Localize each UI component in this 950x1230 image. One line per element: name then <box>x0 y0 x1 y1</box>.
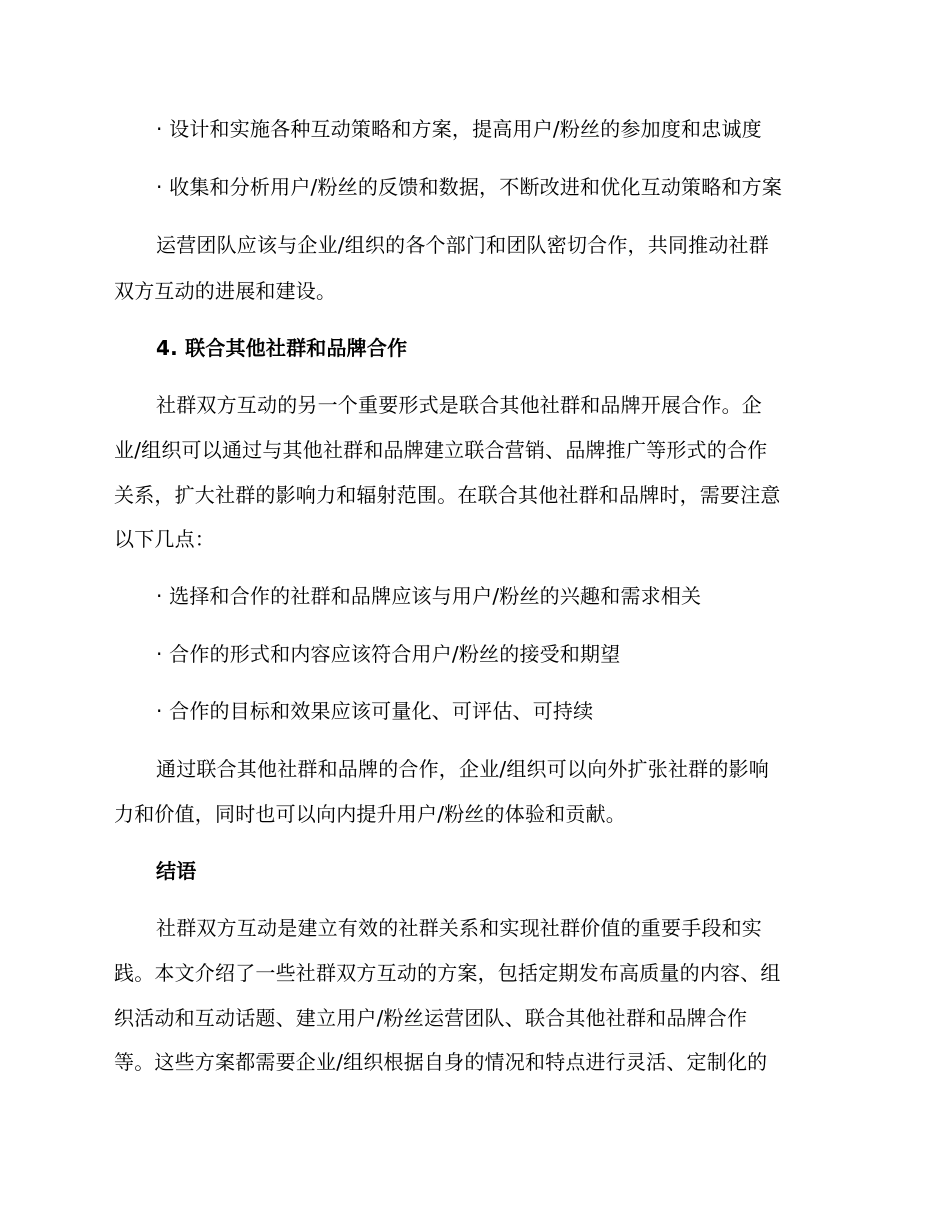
paragraph-conclusion-line-1: 社群双方互动是建立有效的社群关系和实现社群价值的重要手段和实 <box>156 916 762 940</box>
paragraph-cooperation-line-1: 社群双方互动的另一个重要形式是联合其他社群和品牌开展合作。企 <box>156 393 762 417</box>
bullet-choose-partners: · 选择和合作的社群和品牌应该与用户/粉丝的兴趣和需求相关 <box>156 584 702 608</box>
paragraph-cooperation-line-2: 业/组织可以通过与其他社群和品牌建立联合营销、品牌推广等形式的合作 <box>114 438 768 462</box>
paragraph-team-line-1: 运营团队应该与企业/组织的各个部门和团队密切合作，共同推动社群 <box>156 233 769 257</box>
paragraph-cooperation-line-3: 关系，扩大社群的影响力和辐射范围。在联合其他社群和品牌时，需要注意 <box>114 483 781 507</box>
section-heading-4: 4. 联合其他社群和品牌合作 <box>156 336 408 360</box>
bullet-design-strategy: · 设计和实施各种互动策略和方案，提高用户/粉丝的参加度和忠诚度 <box>156 117 762 141</box>
paragraph-conclusion-line-4: 等。这些方案都需要企业/组织根据自身的情况和特点进行灵活、定制化的 <box>114 1050 768 1074</box>
bullet-collect-feedback: · 收集和分析用户/粉丝的反馈和数据，不断改进和优化互动策略和方案 <box>156 175 783 199</box>
paragraph-team-line-2: 双方互动的进展和建设。 <box>114 279 337 303</box>
bullet-cooperation-goals: · 合作的目标和效果应该可量化、可评估、可持续 <box>156 699 594 723</box>
paragraph-cooperation-line-4: 以下几点： <box>114 527 215 551</box>
paragraph-conclusion-line-2: 践。本文介绍了一些社群双方互动的方案，包括定期发布高质量的内容、组 <box>114 961 781 985</box>
paragraph-result-line-2: 力和价值，同时也可以向内提升用户/粉丝的体验和贡献。 <box>114 802 626 826</box>
bullet-cooperation-form: · 合作的形式和内容应该符合用户/粉丝的接受和期望 <box>156 642 621 666</box>
section-heading-conclusion: 结语 <box>156 859 197 883</box>
paragraph-conclusion-line-3: 织活动和互动话题、建立用户/粉丝运营团队、联合其他社群和品牌合作 <box>114 1006 748 1030</box>
paragraph-result-line-1: 通过联合其他社群和品牌的合作，企业/组织可以向外扩张社群的影响 <box>156 757 769 781</box>
